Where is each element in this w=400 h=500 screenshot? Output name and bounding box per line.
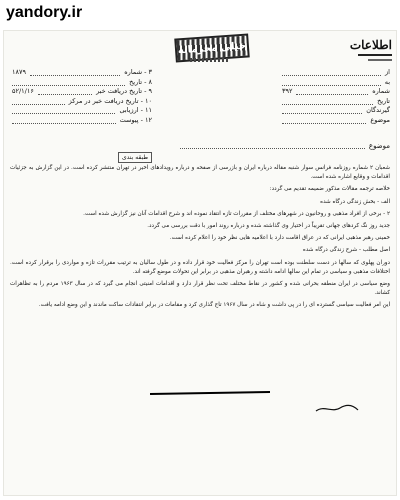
body-paragraph: ۲ - برخی از افراد مذهبی و روحانیون در شهرهای مختلف از مقررات تازه انتقاد نموده اند و شرح اقدامات آنان نیز گزارش شده است. xyxy=(83,210,390,217)
form-value: ۵۲/۱/۱۶ xyxy=(12,87,34,95)
body-paragraph: این امر فعالیت سیاسی گسترده ای را در پی داشت و شاه در سال ۱۹۶۷ تاج گذاری کرد و مقامات در برابر انتقادات ساکت ماندند و این وضع ادامه یافت. xyxy=(38,302,390,309)
form-fields-right xyxy=(282,68,390,125)
form-row xyxy=(12,106,152,116)
form-dotline xyxy=(282,107,362,114)
form-row xyxy=(12,68,152,78)
body-paragraph: شعبان ۲ شماره روزنامه فرانس سوار شنبه مقاله درباره ایران و بازرسی از صفحه و درباره رویدادهای اخیر در تهران منتشر کرده است. در این گزارش به جزئیات اقدامات و وقایع اشاره شده است. xyxy=(10,165,390,181)
form-dotline xyxy=(282,98,373,105)
form-label: ۸ - تاریخ xyxy=(129,77,152,86)
form-label: ۱۲ - پیوست xyxy=(119,115,152,124)
form-dotline xyxy=(12,107,115,114)
logo-text: اطلاعات xyxy=(349,38,392,52)
body-paragraph: وضع سیاسی در ایران منطقه بحرانی شده و کشور در نقاط مختلف تحت نظر قرار دارد و اقدامات امنیتی انجام می گیرد که در سال ۱۹۶۳ مردم را به تظاهرات کشاند. xyxy=(10,281,391,297)
classification-block: طبقه بندی xyxy=(118,152,152,163)
form-row xyxy=(12,78,152,88)
form-dotline xyxy=(12,79,125,86)
form-dotline xyxy=(30,69,120,76)
form-dotline xyxy=(12,98,65,105)
form-row xyxy=(282,106,390,116)
report-body xyxy=(10,164,390,314)
logo-subrule xyxy=(368,59,392,61)
subject-label: موضوع xyxy=(368,142,390,150)
form-label: تاریخ xyxy=(377,96,390,105)
form-row xyxy=(282,78,390,88)
subject-line xyxy=(180,142,390,150)
form-label: از xyxy=(385,68,390,76)
form-label: گیرندگان xyxy=(366,106,390,114)
subject-dotline xyxy=(180,142,365,149)
form-dotline xyxy=(282,79,381,86)
logo-rule xyxy=(358,54,392,56)
form-label: ۳ - شماره xyxy=(124,68,152,76)
form-value: ۳۹۲ xyxy=(282,87,293,95)
form-row xyxy=(282,68,390,78)
body-paragraph: جدید روز نگ کردهای جهانی تقریباً در اختیار وی گذاشته شده و درباره روند امور با دقت بررسی می گردد. xyxy=(147,223,390,230)
stamp-text: خیلی محرمانه xyxy=(177,40,247,56)
body-paragraph: اصل مطلب - شرح زندگی درگاه شده xyxy=(302,247,390,254)
form-row xyxy=(12,97,152,107)
body-paragraph: خلاصه ترجمه مقالات مذکور ضمیمه تقدیم می گردد: xyxy=(269,186,390,193)
form-label: به xyxy=(384,77,390,86)
form-dotline xyxy=(12,117,116,124)
form-row xyxy=(12,116,152,126)
form-row xyxy=(282,97,390,107)
form-value: ۱۸۷۹ xyxy=(12,68,26,76)
body-paragraph: دوران پهلوی که سالها در دست سلطنت بوده است تهران را مرکز فعالیت خود قرار داده و در طول سالیان به ترتیب مقررات تازه و مواردی را برقرار کرده است. اختلافات مذهبی و سیاسی در تمام این سالها ادامه داشته و رهبران مذهبی در برابر این تحولات موضع گرفته اند. xyxy=(10,259,390,275)
form-dotline xyxy=(296,88,368,95)
form-row xyxy=(12,87,152,97)
handwritten-mark xyxy=(314,404,360,414)
form-dotline xyxy=(282,69,381,76)
form-label: ۹ - تاریخ دریافت خبر xyxy=(96,87,152,95)
body-paragraph: الف - بخش زندگی درگاه شده xyxy=(320,198,390,205)
form-row xyxy=(282,87,390,97)
form-label: موضوع xyxy=(370,115,390,124)
body-paragraph: خمینی رهبر مذهبی ایرانی که در عراق اقامت دارد با اعلامیه هایی نظر خود را اعلام کرده است. xyxy=(169,235,390,242)
stamp-underline xyxy=(190,58,230,62)
form-dotline xyxy=(38,88,92,95)
form-label: شماره xyxy=(372,87,390,95)
form-dotline xyxy=(282,117,366,124)
agency-logo xyxy=(349,38,392,61)
site-watermark: yandory.ir xyxy=(6,4,83,21)
form-fields-left xyxy=(12,68,152,125)
form-label: ۱۰ - تاریخ دریافت خبر در مرکز xyxy=(68,96,152,105)
form-row xyxy=(282,116,390,126)
form-label: ۱۱ - ارزیابی xyxy=(119,106,152,114)
